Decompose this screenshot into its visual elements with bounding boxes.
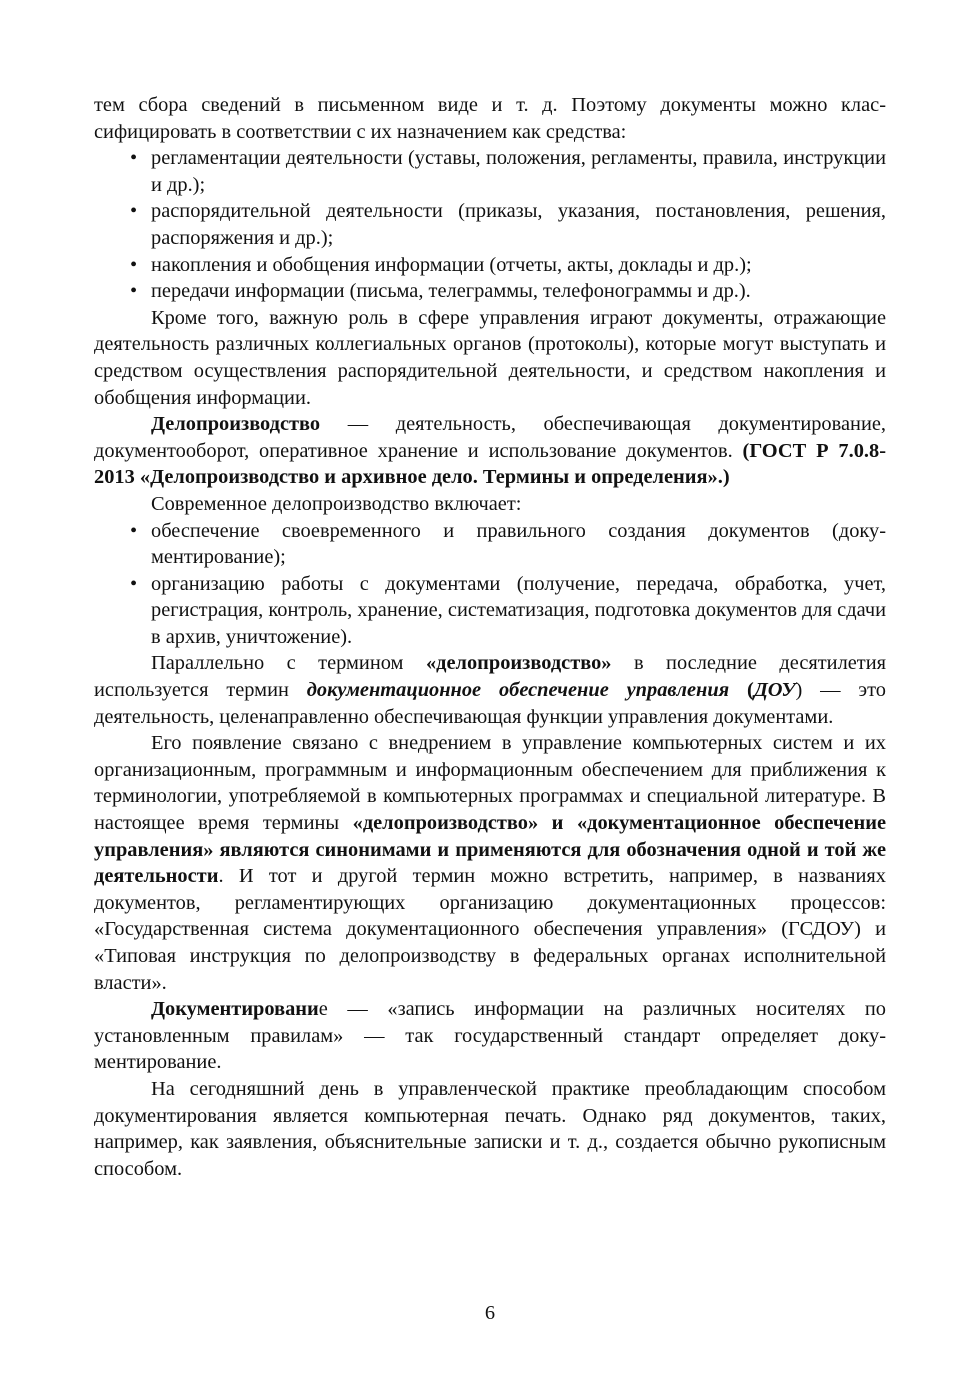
page-number: 6 bbox=[484, 1302, 496, 1324]
page-body bbox=[94, 92, 886, 1182]
definition-delo-paragraph: Делопроизводство — деятельность, обеспечивающая документирование, документооборот, оперативное хранение и использование документов. (ГОСТ Р 7.0.8-2013 «Делопроизводство и архивное дело. Термины и определения».) bbox=[94, 413, 886, 489]
list-item: • передачи информации (письма, телеграммы, телефонограммы и др.). bbox=[94, 278, 886, 305]
collegial-paragraph: Кроме того, важную роль в сфере управления играют документы, отражающие деятельность различных коллегиальных органов (протоколы), которые могут выступать и средством осуществления распорядительной деятельности, и средством накопления и обобщения информации. bbox=[94, 306, 886, 409]
modern-intro: Современное делопроизводство включает: bbox=[151, 492, 522, 515]
abbr-dou: ДОУ bbox=[753, 679, 796, 702]
list-item: • организацию работы с документами (получение, передача, обработка, учет, регистрация, контроль, хранение, систематизация, подготовка документов для сдачи в архив, уничтожение). bbox=[130, 572, 886, 648]
bullet-icon: • bbox=[130, 572, 138, 595]
list-item: • накопления и обобщения информации (отчеты, акты, доклады и др.); bbox=[94, 252, 886, 279]
term-dou: документационное обеспечение управления bbox=[306, 679, 730, 702]
dou-paragraph: Параллельно с термином «делопроизводство» в последние десятилетия используется термин документационное обеспечение управления (ДОУ) — это деятельность, целенаправленно обеспечивающая функции управления документами. bbox=[94, 652, 887, 728]
list-item: • распорядительной деятельности (приказы, указания, постановления, решения, распоряжения и др.); bbox=[130, 200, 886, 249]
bullet-icon: • bbox=[130, 280, 138, 303]
bullet-icon: • bbox=[130, 200, 138, 223]
bullet-icon: • bbox=[130, 147, 138, 170]
appearance-paragraph: Его появление связано с внедрением в управление компьютерных систем и их организационным, программным и информационным обеспечением для приближения к терминологии, употребляемой в компьютерных программах и специальной литературе. В настоящее время термины «делопроизводство» и «документационное обеспечение управления» являются синонимами и применяются для обозначения одной и той же деятельности. И тот и другой термин можно встретить, например, в названиях документов, регламентирующих организацию документационных процессов: «Государственная система документационного обеспечения управления» (ГСДОУ) и «Типовая инструкция по делопроизводству в федеральных органах исполнительной власти». bbox=[94, 732, 886, 994]
term-documentation: Документировани bbox=[151, 998, 319, 1021]
gost-reference: (ГОСТ Р 7.0.8-2013 «Делопроизводство и архивное дело. Термины и определения».) bbox=[94, 439, 886, 489]
synonyms-statement: «делопроизводство» и «документационное обеспечение управления» являются синонимами и применяются для обозначения одной и той же деятельности bbox=[94, 812, 886, 888]
bullet-icon: • bbox=[130, 519, 138, 542]
definition-doc-paragraph: Документирование — «запись информации на различных носителях по установленным правилам» — так государственный стандарт определяет документирование. bbox=[94, 998, 886, 1074]
purpose-list bbox=[94, 145, 886, 305]
list-item: • регламентации деятельности (уставы, положения, регламенты, правила, инструкции и др.); bbox=[130, 147, 886, 196]
term-delo: Делопроизводство bbox=[151, 413, 321, 436]
modern-list bbox=[94, 518, 886, 651]
intro-paragraph: тем сбора сведений в письменном виде и т. д. Поэтому документы можно классифицировать в соответствии с их назначением как средства: bbox=[94, 94, 886, 143]
list-item: • обеспечение своевременного и правильного создания документов (документирование); bbox=[130, 519, 886, 569]
final-paragraph: На сегодняшний день в управленческой практике преобладающим способом документирования является компьютерная печать. Однако ряд документов, таких, например, как заявления, объяснительные записки и т. д., создается обычно рукописным способом. bbox=[94, 1077, 886, 1180]
bullet-icon: • bbox=[130, 253, 138, 276]
term-delo-quoted: «делопроизводство» bbox=[425, 652, 612, 675]
